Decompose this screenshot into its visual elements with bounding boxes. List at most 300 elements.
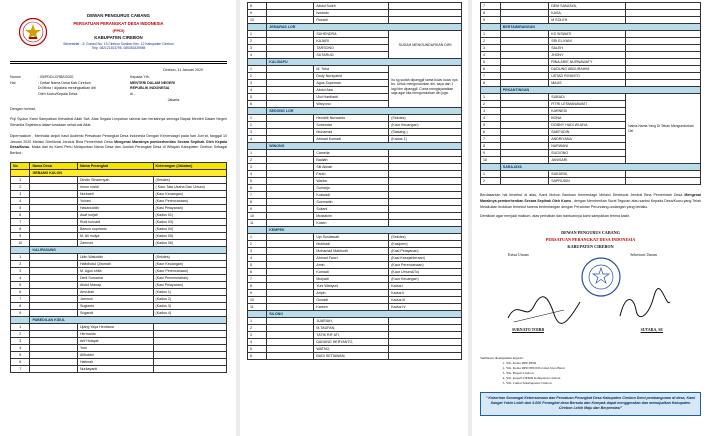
row-village-cell: [267, 283, 314, 290]
row-village-cell: [267, 185, 314, 192]
row-village-cell: [500, 136, 548, 143]
org-abbr: (PPDI): [112, 28, 125, 33]
row-staff-name: Rosadi: [314, 17, 389, 24]
row-staff-name: DEM SANJAYA,: [549, 3, 626, 10]
table-row: [248, 213, 462, 220]
row-no: 1: [248, 31, 267, 38]
row-position: [389, 17, 462, 24]
row-staff-name: Mukhadi: [314, 241, 389, 248]
row-staff-name: KASA,: [549, 10, 626, 17]
row-no: 2: [248, 157, 267, 164]
row-village-cell: [267, 101, 314, 108]
row-position: Kadus III: [389, 297, 462, 304]
table-row: [248, 3, 462, 10]
row-staff-name: M SOLEH: [549, 17, 626, 24]
cc-list: [480, 356, 701, 386]
row-staff-name: M. Agus shifa: [77, 267, 153, 274]
row-position: [626, 10, 701, 17]
row-staff-name: DONNY HADI WIJAYA: [549, 122, 626, 129]
row-staff-name: Abdul Manap: [77, 281, 153, 288]
village-header-no: [248, 227, 267, 234]
row-position: [389, 171, 462, 178]
resignation-note: Nama-Nama Yang Di Tekan Mengundurkan Diri: [626, 94, 701, 164]
row-staff-name: Amin: [314, 262, 389, 269]
paragraph-2: Dipermaklum , Merindak lanjuti hasil Audiensi Persatuan Perangkat Desa Indonesia Dengan Kemendagri pada hari Jum'at, tanggal 10 Januari 2020 Melalui Direktorat Jendral Bina Pemerintah Desa Mengenai Maraknya pemberhentian Secara Sepihak Oleh Kepala Desa/Kuwu, Maka dari itu Kami Perlu Melaporkan Nama Desa dan Jumlah Perangkat Desa di Wilayah Kabupaten Cirebon Sebagai Berikut :: [10, 133, 227, 155]
table-row: [248, 150, 462, 157]
village-name: GEBANG KULON: [30, 169, 227, 176]
table-row: [248, 241, 462, 248]
row-staff-name: SUKARDI,: [549, 171, 626, 178]
table-row: [11, 225, 227, 232]
row-no: 7: [11, 218, 30, 225]
row-staff-name: Upi Susilawati: [314, 234, 389, 241]
row-position: [389, 150, 462, 157]
table-row: [248, 353, 462, 360]
row-village-cell: [267, 136, 314, 143]
row-village-cell: [267, 206, 314, 213]
table-row: [248, 17, 462, 24]
row-staff-name: Sugandi: [77, 309, 153, 316]
letter-meta: [10, 75, 227, 96]
row-no: 4: [11, 274, 30, 281]
letter-place: Jakarta: [167, 97, 180, 102]
table-row: [11, 323, 227, 330]
table-row: [248, 318, 462, 325]
row-no: 7: [248, 192, 267, 199]
row-staff-name: SALEH: [549, 45, 626, 52]
row-staff-name: Dody Nursyahid: [314, 73, 389, 80]
row-staff-name: Zamroni: [77, 239, 153, 246]
row-position: (Kadus 03): [153, 218, 226, 225]
row-no: 2: [248, 122, 267, 129]
row-staff-name: Muhamad: [314, 129, 389, 136]
row-position: (Kadus 3): [153, 302, 226, 309]
row-village-cell: [267, 213, 314, 220]
row-staff-name: M. Ali mulya: [77, 232, 153, 239]
row-village-cell: [30, 302, 78, 309]
row-position: [389, 353, 462, 360]
row-staff-name: Kurnadi: [314, 269, 389, 276]
row-village-cell: [267, 171, 314, 178]
table-row: [11, 288, 227, 295]
row-village-cell: [500, 38, 548, 45]
row-position: [626, 178, 701, 185]
row-staff-name: Rudi kurnadi: [77, 218, 153, 225]
row-no: 3: [248, 80, 267, 87]
row-staff-name: NARWANI: [549, 143, 626, 150]
row-no: 6: [11, 288, 30, 295]
row-village-cell: [30, 309, 78, 316]
table-row: [11, 190, 227, 197]
table-row: [248, 31, 462, 38]
row-no: 11: [248, 220, 267, 227]
village-header-no: [248, 24, 267, 31]
row-village-cell: [267, 269, 314, 276]
row-position: [153, 344, 226, 351]
row-position: [626, 3, 701, 10]
row-no: 2: [11, 330, 30, 337]
meta-recipient: REPUBLIK INDONESIA: [130, 86, 170, 90]
row-no: 4: [248, 171, 267, 178]
row-position: (Sekdes): [389, 115, 462, 122]
row-no: 3: [248, 45, 267, 52]
row-staff-name: Alifuddin: [77, 351, 153, 358]
row-staff-name: Ahmad Fauzi: [314, 255, 389, 262]
row-staff-name: Yuhani: [77, 197, 153, 204]
col-no: No: [11, 162, 30, 169]
letterhead-divider: [10, 61, 227, 64]
row-position: [626, 52, 701, 59]
row-village-cell: [267, 339, 314, 346]
row-no: 1: [248, 234, 267, 241]
row-position: (Kadus 05): [153, 232, 226, 239]
row-village-cell: [267, 332, 314, 339]
table-row: [11, 337, 227, 344]
row-village-cell: [500, 31, 548, 38]
row-position: (Kaur Keuangan): [389, 276, 462, 283]
row-staff-name: DUDUNG ABDURAHIM: [549, 66, 626, 73]
row-position: (Kaur Keuangan): [153, 190, 226, 197]
row-staff-name: RINA ARIE NURNAWATY: [549, 59, 626, 66]
row-no: 5: [248, 346, 267, 353]
table-row: [481, 31, 701, 38]
table-row: [248, 178, 462, 185]
village-staff-table-end: [480, 2, 701, 185]
row-no: 2: [248, 38, 267, 45]
row-no: 5: [248, 178, 267, 185]
table-row: [11, 330, 227, 337]
row-staff-name: ANDRIYANA: [549, 136, 626, 143]
row-staff-name: Iswanto: [314, 10, 389, 17]
table-row: [248, 325, 462, 332]
row-no: 10: [248, 213, 267, 220]
row-staff-name: Aripin: [314, 290, 389, 297]
sign-city: KABUPATEN CIREBON: [567, 244, 614, 249]
row-position: [626, 59, 701, 66]
row-village-cell: [500, 80, 548, 87]
row-position: (Kaur Keuangan): [153, 260, 226, 267]
row-village-cell: [30, 365, 78, 372]
meta-value: : 05/PDDI-CRB/I/2020: [38, 75, 74, 79]
row-no: 6: [248, 101, 267, 108]
table-row: [248, 10, 462, 17]
row-position: [389, 192, 462, 199]
row-staff-name: KS SISWATI: [549, 31, 626, 38]
row-position: (Kadus 1): [153, 288, 226, 295]
row-no: 3: [248, 248, 267, 255]
table-row: [248, 185, 462, 192]
row-staff-name: JUARIAH,: [314, 318, 389, 325]
row-position: (Sekdes): [153, 253, 226, 260]
phone-line: Telp. 082121303795, 085351525965: [91, 46, 146, 51]
row-no: 8: [481, 10, 501, 17]
address-line: Sekretariat : Jl. Gondol No. 13 Cirebon Sumber Kec. 12 Kabupaten Cirebon: [63, 42, 174, 46]
row-village-cell: [500, 150, 548, 157]
row-staff-name: Mustakim: [314, 213, 389, 220]
row-staff-name: Arif Hidayat: [77, 337, 153, 344]
row-position: (Kaur Perencanaan): [153, 197, 226, 204]
row-staff-name: Bawon suprianto: [77, 225, 153, 232]
village-header-row: [11, 316, 227, 323]
row-no: 4: [248, 87, 267, 94]
signature-right-icon: [614, 288, 674, 322]
row-no: 2: [481, 178, 501, 185]
table-row: [248, 262, 462, 269]
row-no: 9: [248, 10, 267, 17]
row-no: 3: [481, 108, 501, 115]
row-village-cell: [30, 288, 78, 295]
row-no: 2: [11, 183, 30, 190]
row-staff-name: Dindin Sinaernyah: [77, 176, 153, 183]
row-position: (Kadus 4): [153, 309, 226, 316]
row-village-cell: [30, 337, 78, 344]
row-village-cell: [30, 225, 78, 232]
village-header-row: [248, 59, 462, 66]
meta-label: [10, 92, 32, 96]
row-staff-name: BONA: [549, 115, 626, 122]
resignation-note: SUDAH MENGUNDURKAN DIRI: [389, 31, 462, 59]
table-row: [11, 351, 227, 358]
row-village-cell: [30, 190, 78, 197]
row-village-cell: [267, 290, 314, 297]
row-village-cell: [267, 248, 314, 255]
row-no: 6: [248, 185, 267, 192]
table-row: [248, 276, 462, 283]
row-staff-name: MAUS: [549, 80, 626, 87]
row-no: 9: [248, 206, 267, 213]
row-staff-name: KAJARI: [314, 38, 389, 45]
row-position: [389, 199, 462, 206]
village-name: SARAJAYA: [500, 164, 700, 171]
row-position: (Kasipem): [389, 241, 462, 248]
row-village-cell: [267, 129, 314, 136]
row-staff-name: Suhendar: [314, 122, 389, 129]
row-position: (Kasi Pelayanan): [389, 248, 462, 255]
table-row: [11, 253, 227, 260]
row-position: (Kasi Pelayanan): [153, 281, 226, 288]
row-position: Kadus IV: [389, 304, 462, 311]
row-no: 10: [481, 157, 501, 164]
table-row: [248, 269, 462, 276]
row-village-cell: [267, 17, 314, 24]
row-no: 5: [481, 122, 501, 129]
row-no: 1: [481, 94, 501, 101]
row-staff-name: M.TAUFAN,: [314, 325, 389, 332]
table-row: [248, 290, 462, 297]
row-village-cell: [267, 52, 314, 59]
row-staff-name: Camelia: [314, 150, 389, 157]
village-staff-table-continued: [247, 2, 462, 360]
table-row: [248, 248, 462, 255]
village-staff-table: [10, 162, 227, 373]
row-village-cell: [267, 157, 314, 164]
row-no: 2: [248, 73, 267, 80]
row-position: [389, 157, 462, 164]
row-village-cell: [500, 17, 548, 24]
village-name: PEKANTINGAN: [500, 87, 700, 94]
village-header-row: [481, 87, 701, 94]
row-position: (Kasi Kesejahteraan): [389, 255, 462, 262]
row-staff-name: SUBADI: [549, 94, 626, 101]
table-row: [248, 332, 462, 339]
table-row: [248, 192, 462, 199]
row-no: 6: [248, 269, 267, 276]
table-row: [11, 260, 227, 267]
row-no: 2: [11, 260, 30, 267]
village-name: KEMPEK: [267, 227, 462, 234]
row-staff-name: Hafidhotul Qiromah: [77, 260, 153, 267]
cc-item: 2. Yth. Ketua DPD PPDI Provinsi Jawa Barat: [506, 366, 701, 371]
row-no: 7: [11, 365, 30, 372]
row-no: 1: [248, 318, 267, 325]
row-no: 2: [248, 241, 267, 248]
row-village-cell: [500, 101, 548, 108]
row-no: 7: [248, 276, 267, 283]
table-row: [481, 3, 701, 10]
row-village-cell: [267, 115, 314, 122]
row-no: 3: [481, 45, 501, 52]
table-row: [248, 66, 462, 73]
row-village-cell: [30, 239, 78, 246]
row-no: 5: [11, 204, 30, 211]
row-village-cell: [30, 323, 78, 330]
row-village-cell: [30, 267, 78, 274]
row-village-cell: [500, 129, 548, 136]
signer-chairman: SURNATO TOIRB: [512, 328, 545, 332]
row-position: [153, 330, 226, 337]
meta-label: Nomor: [10, 75, 21, 79]
row-staff-name: USTAD RIYANTO: [549, 73, 626, 80]
village-header-no: [481, 87, 501, 94]
table-row: [248, 171, 462, 178]
row-no: 3: [248, 164, 267, 171]
row-village-cell: [30, 176, 78, 183]
row-no: 4: [248, 255, 267, 262]
row-staff-name: Abdul Soleh: [314, 3, 389, 10]
table-row: [248, 136, 462, 143]
table-row: [481, 94, 701, 101]
table-row: [11, 218, 227, 225]
letterhead: [10, 13, 227, 59]
row-position: Kadus I: [389, 283, 462, 290]
row-village-cell: [267, 199, 314, 206]
row-no: 7: [481, 3, 501, 10]
row-no: 3: [11, 337, 30, 344]
row-staff-name: Abdul Azis: [314, 87, 389, 94]
row-staff-name: Gunadi: [314, 297, 389, 304]
table-row: [11, 267, 227, 274]
row-no: 7: [481, 136, 501, 143]
row-no: 6: [11, 211, 30, 218]
table-row: [481, 178, 701, 185]
sign-org: DEWAN PENGURUS CABANG: [561, 230, 620, 235]
row-position: (Kadus 04): [153, 225, 226, 232]
row-village-cell: [267, 297, 314, 304]
row-no: 4: [248, 136, 267, 143]
row-staff-name: Ujang Yaya Herdiana: [77, 323, 153, 330]
row-position: [626, 171, 701, 178]
row-staff-name: WATNO,: [314, 346, 389, 353]
row-no: 2: [481, 38, 501, 45]
village-name: SILONG: [267, 311, 462, 318]
row-village-cell: [30, 204, 78, 211]
row-no: 5: [11, 281, 30, 288]
row-no: 1: [248, 66, 267, 73]
ppdi-logo-icon: [18, 17, 48, 47]
table-row: [481, 45, 701, 52]
row-village-cell: [267, 10, 314, 17]
village-header-row: [248, 24, 462, 31]
row-no: 1: [481, 31, 501, 38]
row-position: [626, 31, 701, 38]
village-header-no: [248, 311, 267, 318]
row-position: [626, 73, 701, 80]
row-staff-name: Hasanuddin: [77, 204, 153, 211]
village-header-no: [248, 108, 267, 115]
row-village-cell: [500, 94, 548, 101]
row-village-cell: [30, 358, 78, 365]
row-no: 8: [248, 3, 267, 10]
closing-motto: " Koberhan Semangat Kebersamaan dan Persatuan Perangkat Desa Kabupaten Cirebon Demi pembangunan di desa, Kami Sangat Yakin Lebih dari 4.000 Perangkat desa Bersatu dan Kompak dapat menggerakan dan mewujudkan Kabupaten Cirebon Lebih Maju dan Berprestasi": [480, 392, 701, 416]
meta-value: : Daftar Nama Desa Kab.Cirebon: [38, 80, 91, 85]
meta-label: [10, 86, 32, 90]
row-position: (Kasi Pelayanan): [153, 204, 226, 211]
row-position: [389, 178, 462, 185]
table-row: [11, 204, 227, 211]
row-village-cell: [500, 59, 548, 66]
row-position: (Kaur Perencanaan): [153, 267, 226, 274]
row-staff-name: Soemadin: [314, 199, 389, 206]
table-row: [11, 365, 227, 372]
table-row: [11, 309, 227, 316]
paragraph-1: Puji Syukur Kami Sampaikan Kehadirat Allah Swt. Atas Segala Limpahan rahmat dan berkahnya semoga Bapak Menteri Dalam Negeri Senantia Sejahtera dalam keadaan sehat wal Afiat.: [10, 117, 227, 127]
table-row: [248, 304, 462, 311]
meta-recipient: di -: [130, 91, 135, 96]
row-position: [389, 220, 462, 227]
row-no: 4: [481, 115, 501, 122]
village-name: PABEDILAN KIDUL: [30, 316, 227, 323]
row-village-cell: [267, 304, 314, 311]
row-position: (Sekdes): [389, 234, 462, 241]
village-header-no: [11, 169, 30, 176]
col-position: Keterangan (Jabatan): [153, 162, 226, 169]
row-position: [389, 10, 462, 17]
village-name: WINONG: [267, 143, 462, 150]
row-no: 8: [481, 143, 501, 150]
org-name: PERSATUAN PERANGKAT DESA INDONESIA: [73, 21, 164, 26]
table-row: [11, 302, 227, 309]
village-header-row: [248, 143, 462, 150]
row-staff-name: Imron rosidi: [77, 183, 153, 190]
row-staff-name: JANISARI: [549, 157, 626, 164]
row-village-cell: [30, 351, 78, 358]
row-position: [626, 38, 701, 45]
row-village-cell: [30, 218, 78, 225]
row-staff-name: Hendrik Nurwanto: [314, 115, 389, 122]
row-position: [153, 365, 226, 372]
table-row: [248, 234, 462, 241]
table-row: [11, 295, 227, 302]
row-village-cell: [267, 318, 314, 325]
row-village-cell: [267, 220, 314, 227]
table-row: [248, 122, 462, 129]
row-no: 5: [481, 59, 501, 66]
row-no: 1: [11, 176, 30, 183]
row-no: 1: [248, 115, 267, 122]
village-header-no: [11, 316, 30, 323]
table-row: [481, 17, 701, 24]
row-staff-name: Amrullah: [77, 288, 153, 295]
